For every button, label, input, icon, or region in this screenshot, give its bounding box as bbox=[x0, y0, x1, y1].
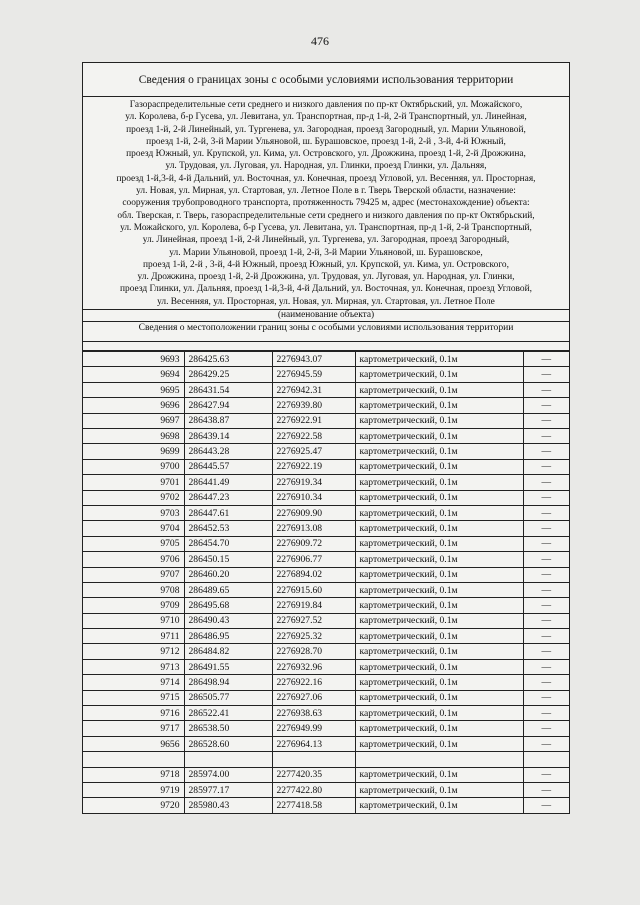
point-number-cell: 9702 bbox=[83, 490, 184, 505]
method-cell: картометрический, 0.1м bbox=[355, 721, 523, 736]
note-cell: — bbox=[523, 429, 569, 444]
y-coordinate-cell bbox=[272, 752, 355, 767]
x-coordinate-cell: 286495.68 bbox=[184, 598, 272, 613]
description-line: ул. Весенняя, ул. Просторная, ул. Новая, ул. Мирная, ул. Стартовая, ул. Летное Поле bbox=[157, 296, 495, 307]
y-coordinate-cell: 2276919.34 bbox=[272, 475, 355, 490]
method-cell: картометрический, 0.1м bbox=[355, 490, 523, 505]
method-cell: картометрический, 0.1м bbox=[355, 582, 523, 597]
table-row bbox=[83, 567, 569, 582]
description-line: проезд 1-й, 2-й, 3-й Марии Ульяновой, ш. Бурашовское, проезд 1-й, 2-й , 3-й, 4-й Южный, bbox=[146, 136, 506, 147]
point-number-cell: 9709 bbox=[83, 598, 184, 613]
method-cell: картометрический, 0.1м bbox=[355, 552, 523, 567]
note-cell: — bbox=[523, 690, 569, 705]
coordinates-table bbox=[83, 351, 569, 813]
page-number: 476 bbox=[311, 34, 329, 48]
table-row bbox=[83, 644, 569, 659]
table-row bbox=[83, 736, 569, 751]
y-coordinate-cell: 2276943.07 bbox=[272, 352, 355, 367]
table-row bbox=[83, 475, 569, 490]
y-coordinate-cell: 2276919.84 bbox=[272, 598, 355, 613]
method-cell: картометрический, 0.1м bbox=[355, 567, 523, 582]
x-coordinate-cell: 285974.00 bbox=[184, 767, 272, 782]
x-coordinate-cell: 286489.65 bbox=[184, 582, 272, 597]
location-heading: Сведения о местоположении границ зоны с особыми условиями использования территории bbox=[83, 322, 569, 342]
y-coordinate-cell: 2276922.91 bbox=[272, 413, 355, 428]
table-row bbox=[83, 598, 569, 613]
method-cell: картометрический, 0.1м bbox=[355, 367, 523, 382]
method-cell: картометрический, 0.1м bbox=[355, 613, 523, 628]
note-cell: — bbox=[523, 475, 569, 490]
description-line: ул. Королева, б-р Гусева, ул. Левитана, ул. Транспортная, пр-д 1-й, 2-й Транспортный, ул. Линейная, bbox=[125, 112, 527, 123]
point-number-cell: 9693 bbox=[83, 352, 184, 367]
method-cell: картометрический, 0.1м bbox=[355, 629, 523, 644]
method-cell: картометрический, 0.1м bbox=[355, 352, 523, 367]
method-cell: картометрический, 0.1м bbox=[355, 444, 523, 459]
point-number-cell: 9708 bbox=[83, 582, 184, 597]
description-line: Газораспределительные сети среднего и низкого давления по пр-кт Октябрьский, ул. Можайского, bbox=[129, 100, 523, 110]
y-coordinate-cell: 2276922.58 bbox=[272, 429, 355, 444]
table-row bbox=[83, 459, 569, 474]
point-number-cell: 9717 bbox=[83, 721, 184, 736]
y-coordinate-cell: 2277422.80 bbox=[272, 782, 355, 797]
y-coordinate-cell: 2276922.19 bbox=[272, 459, 355, 474]
note-cell: — bbox=[523, 367, 569, 382]
method-cell: картометрический, 0.1м bbox=[355, 736, 523, 751]
y-coordinate-cell: 2276909.90 bbox=[272, 505, 355, 520]
table-row bbox=[83, 582, 569, 597]
note-cell: — bbox=[523, 598, 569, 613]
table-row bbox=[83, 659, 569, 674]
point-number-cell: 9715 bbox=[83, 690, 184, 705]
method-cell: картометрический, 0.1м bbox=[355, 521, 523, 536]
table-row bbox=[83, 521, 569, 536]
method-cell: картометрический, 0.1м bbox=[355, 690, 523, 705]
note-cell: — bbox=[523, 413, 569, 428]
table-row bbox=[83, 398, 569, 413]
note-cell: — bbox=[523, 398, 569, 413]
point-number-cell: 9701 bbox=[83, 475, 184, 490]
method-cell: картометрический, 0.1м bbox=[355, 398, 523, 413]
table-row bbox=[83, 629, 569, 644]
note-cell: — bbox=[523, 706, 569, 721]
method-cell bbox=[355, 752, 523, 767]
point-number-cell: 9719 bbox=[83, 782, 184, 797]
method-cell: картометрический, 0.1м bbox=[355, 706, 523, 721]
x-coordinate-cell: 286431.54 bbox=[184, 382, 272, 397]
table-row bbox=[83, 505, 569, 520]
note-cell: — bbox=[523, 490, 569, 505]
description-line: сооружения трубопроводного транспорта, протяженность 79425 м, адрес (местонахождение) объекта: bbox=[122, 198, 530, 209]
method-cell: картометрический, 0.1м bbox=[355, 644, 523, 659]
note-cell: — bbox=[523, 613, 569, 628]
table-row bbox=[83, 382, 569, 397]
point-number-cell: 9720 bbox=[83, 798, 184, 813]
table-row bbox=[83, 490, 569, 505]
x-coordinate-cell: 286452.53 bbox=[184, 521, 272, 536]
note-cell: — bbox=[523, 629, 569, 644]
point-number-cell: 9698 bbox=[83, 429, 184, 444]
table-row bbox=[83, 782, 569, 797]
table-row bbox=[83, 413, 569, 428]
note-cell: — bbox=[523, 782, 569, 797]
y-coordinate-cell: 2276928.70 bbox=[272, 644, 355, 659]
note-cell: — bbox=[523, 567, 569, 582]
description-line: ул. Трудовая, ул. Луговая, ул. Народная, ул. Глинки, проезд Глинки, ул. Дальняя, bbox=[165, 161, 487, 172]
table-row bbox=[83, 536, 569, 551]
x-coordinate-cell: 286450.15 bbox=[184, 552, 272, 567]
note-cell: — bbox=[523, 459, 569, 474]
method-cell: картометрический, 0.1м bbox=[355, 475, 523, 490]
table-row bbox=[83, 675, 569, 690]
description-line: ул. Дрожжина, проезд 1-й, 2-й Дрожжина, ул. Трудовая, ул. Луговая, ул. Народная, ул. Глинки, bbox=[137, 272, 515, 283]
description-line: проезд 1-й, 2-й , 3-й, 4-й Южный, проезд Южный, ул. Крупской, ул. Кима, ул. Островского, bbox=[143, 259, 509, 270]
point-number-cell: 9694 bbox=[83, 367, 184, 382]
y-coordinate-cell: 2276922.16 bbox=[272, 675, 355, 690]
table-row bbox=[83, 706, 569, 721]
x-coordinate-cell: 286438.87 bbox=[184, 413, 272, 428]
point-number-cell: 9705 bbox=[83, 536, 184, 551]
point-number-cell: 9703 bbox=[83, 505, 184, 520]
x-coordinate-cell: 286491.55 bbox=[184, 659, 272, 674]
method-cell: картометрический, 0.1м bbox=[355, 382, 523, 397]
table-row bbox=[83, 613, 569, 628]
y-coordinate-cell: 2276913.08 bbox=[272, 521, 355, 536]
y-coordinate-cell: 2276964.13 bbox=[272, 736, 355, 751]
note-cell bbox=[523, 752, 569, 767]
description-line: проезд Глинки, ул. Дальняя, проезд 1-й,3-й, 4-й Дальний, ул. Восточная, ул. Конечная, проезд Угловой, bbox=[120, 284, 532, 295]
note-cell: — bbox=[523, 536, 569, 551]
y-coordinate-cell: 2276915.60 bbox=[272, 582, 355, 597]
description-line: ул. Можайского, ул. Королева, б-р Гусева, ул. Левитана, ул. Транспортная, пр-д 1-й, 2-й Транспортный, bbox=[120, 222, 532, 233]
description-line: ул. Новая, ул. Мирная, ул. Стартовая, ул. Летное Поле в г. Тверь Тверской области, назначение: bbox=[136, 186, 516, 197]
x-coordinate-cell: 286498.94 bbox=[184, 675, 272, 690]
table-row bbox=[83, 352, 569, 367]
point-number-cell: 9712 bbox=[83, 644, 184, 659]
x-coordinate-cell: 286439.14 bbox=[184, 429, 272, 444]
x-coordinate-cell: 286505.77 bbox=[184, 690, 272, 705]
method-cell: картометрический, 0.1м bbox=[355, 767, 523, 782]
note-cell: — bbox=[523, 505, 569, 520]
method-cell: картометрический, 0.1м bbox=[355, 782, 523, 797]
y-coordinate-cell: 2276949.99 bbox=[272, 721, 355, 736]
point-number-cell bbox=[83, 752, 184, 767]
y-coordinate-cell: 2276927.52 bbox=[272, 613, 355, 628]
x-coordinate-cell bbox=[184, 752, 272, 767]
spacer-row bbox=[83, 342, 569, 351]
point-number-cell: 9718 bbox=[83, 767, 184, 782]
x-coordinate-cell: 286447.61 bbox=[184, 505, 272, 520]
y-coordinate-cell: 2276894.02 bbox=[272, 567, 355, 582]
note-cell: — bbox=[523, 798, 569, 813]
method-cell: картометрический, 0.1м bbox=[355, 429, 523, 444]
point-number-cell: 9716 bbox=[83, 706, 184, 721]
x-coordinate-cell: 286425.63 bbox=[184, 352, 272, 367]
table-row bbox=[83, 444, 569, 459]
document-frame bbox=[82, 62, 570, 814]
point-number-cell: 9697 bbox=[83, 413, 184, 428]
y-coordinate-cell: 2276906.77 bbox=[272, 552, 355, 567]
y-coordinate-cell: 2276942.31 bbox=[272, 382, 355, 397]
y-coordinate-cell: 2276910.34 bbox=[272, 490, 355, 505]
y-coordinate-cell: 2276909.72 bbox=[272, 536, 355, 551]
point-number-cell: 9695 bbox=[83, 382, 184, 397]
description-line: проезд 1-й,3-й, 4-й Дальний, ул. Восточная, ул. Конечная, проезд Угловой, ул. Весенняя, ул. Просторная, bbox=[116, 173, 536, 184]
point-number-cell: 9711 bbox=[83, 629, 184, 644]
description-line: проезд Южный, ул. Крупской, ул. Кима, ул. Островского, ул. Дрожжина, проезд 1-й, 2-й Дрожжина, bbox=[126, 149, 526, 160]
y-coordinate-cell: 2276938.63 bbox=[272, 706, 355, 721]
x-coordinate-cell: 285977.17 bbox=[184, 782, 272, 797]
point-number-cell: 9714 bbox=[83, 675, 184, 690]
x-coordinate-cell: 286528.60 bbox=[184, 736, 272, 751]
method-cell: картометрический, 0.1м bbox=[355, 675, 523, 690]
method-cell: картометрический, 0.1м bbox=[355, 798, 523, 813]
x-coordinate-cell: 286443.28 bbox=[184, 444, 272, 459]
point-number-cell: 9656 bbox=[83, 736, 184, 751]
y-coordinate-cell: 2276939.80 bbox=[272, 398, 355, 413]
point-number-cell: 9706 bbox=[83, 552, 184, 567]
x-coordinate-cell: 286538.50 bbox=[184, 721, 272, 736]
note-cell: — bbox=[523, 659, 569, 674]
y-coordinate-cell: 2276925.47 bbox=[272, 444, 355, 459]
table-row bbox=[83, 721, 569, 736]
x-coordinate-cell: 286447.23 bbox=[184, 490, 272, 505]
point-number-cell: 9700 bbox=[83, 459, 184, 474]
y-coordinate-cell: 2276945.59 bbox=[272, 367, 355, 382]
note-cell: — bbox=[523, 382, 569, 397]
point-number-cell: 9696 bbox=[83, 398, 184, 413]
note-cell: — bbox=[523, 644, 569, 659]
table-row bbox=[83, 367, 569, 382]
note-cell: — bbox=[523, 767, 569, 782]
y-coordinate-cell: 2276925.32 bbox=[272, 629, 355, 644]
y-coordinate-cell: 2277420.35 bbox=[272, 767, 355, 782]
note-cell: — bbox=[523, 521, 569, 536]
x-coordinate-cell: 286486.95 bbox=[184, 629, 272, 644]
point-number-cell: 9713 bbox=[83, 659, 184, 674]
x-coordinate-cell: 286490.43 bbox=[184, 613, 272, 628]
note-cell: — bbox=[523, 675, 569, 690]
x-coordinate-cell: 286454.70 bbox=[184, 536, 272, 551]
point-number-cell: 9707 bbox=[83, 567, 184, 582]
y-coordinate-cell: 2276927.06 bbox=[272, 690, 355, 705]
x-coordinate-cell: 286522.41 bbox=[184, 706, 272, 721]
method-cell: картометрический, 0.1м bbox=[355, 459, 523, 474]
description-line: проезд 1-й, 2-й Линейный, ул. Тургенева, ул. Загородная, проезд Загородный, ул. Марии Ульяновой, bbox=[126, 124, 526, 135]
table-row bbox=[83, 798, 569, 813]
table-row bbox=[83, 752, 569, 767]
method-cell: картометрический, 0.1м bbox=[355, 659, 523, 674]
x-coordinate-cell: 286429.25 bbox=[184, 367, 272, 382]
x-coordinate-cell: 286445.57 bbox=[184, 459, 272, 474]
point-number-cell: 9710 bbox=[83, 613, 184, 628]
object-description bbox=[83, 97, 569, 310]
x-coordinate-cell: 286441.49 bbox=[184, 475, 272, 490]
method-cell: картометрический, 0.1м bbox=[355, 505, 523, 520]
y-coordinate-cell: 2277418.58 bbox=[272, 798, 355, 813]
description-line: ул. Линейная, проезд 1-й, 2-й Линейный, ул. Тургенева, ул. Загородная, проезд Загородный, bbox=[142, 235, 510, 246]
point-number-cell: 9704 bbox=[83, 521, 184, 536]
object-name-label: (наименование объекта) bbox=[83, 310, 569, 322]
note-cell: — bbox=[523, 582, 569, 597]
note-cell: — bbox=[523, 721, 569, 736]
point-number-cell: 9699 bbox=[83, 444, 184, 459]
description-line: ул. Марии Ульяновой, проезд 1-й, 2-й, 3-й Марии Ульяновой, ш. Бурашовское, bbox=[169, 247, 483, 258]
method-cell: картометрический, 0.1м bbox=[355, 598, 523, 613]
x-coordinate-cell: 286460.20 bbox=[184, 567, 272, 582]
note-cell: — bbox=[523, 352, 569, 367]
y-coordinate-cell: 2276932.96 bbox=[272, 659, 355, 674]
method-cell: картометрический, 0.1м bbox=[355, 536, 523, 551]
method-cell: картометрический, 0.1м bbox=[355, 413, 523, 428]
x-coordinate-cell: 286484.82 bbox=[184, 644, 272, 659]
note-cell: — bbox=[523, 736, 569, 751]
note-cell: — bbox=[523, 552, 569, 567]
note-cell: — bbox=[523, 444, 569, 459]
x-coordinate-cell: 285980.43 bbox=[184, 798, 272, 813]
section-title: Сведения о границах зоны с особыми условиями использования территории bbox=[83, 63, 569, 97]
table-row bbox=[83, 690, 569, 705]
description-line: обл. Тверская, г. Тверь, газораспределительные сети среднего и низкого давления по пр-кт Октябрьский, bbox=[117, 210, 535, 221]
table-row bbox=[83, 767, 569, 782]
x-coordinate-cell: 286427.94 bbox=[184, 398, 272, 413]
table-row bbox=[83, 552, 569, 567]
table-row bbox=[83, 429, 569, 444]
